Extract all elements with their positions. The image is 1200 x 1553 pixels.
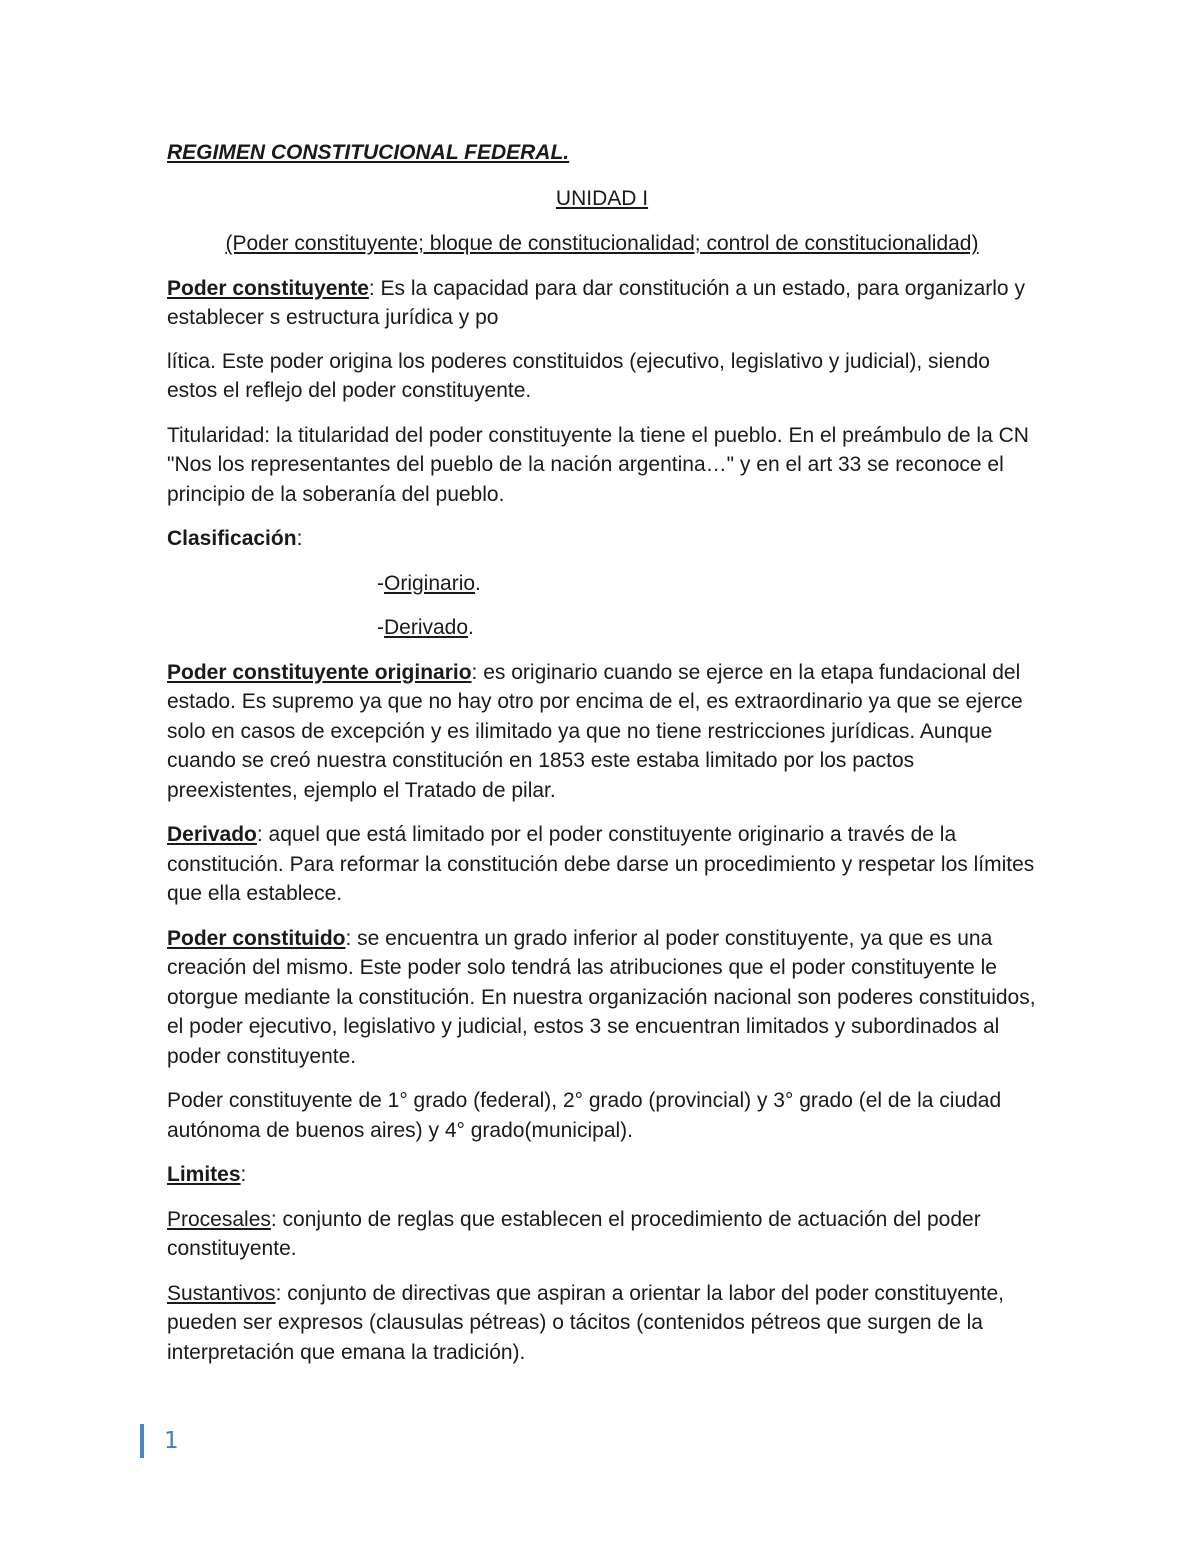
heading-limites [167, 1160, 1037, 1190]
list-item-label: Derivado [384, 616, 469, 639]
term-poder-constituyente-originario: Poder constituyente originario [167, 660, 472, 684]
heading-clasificacion [167, 524, 1037, 554]
unit-title: UNIDAD I [555, 186, 649, 210]
paragraph-poder-constituido [167, 924, 1037, 1072]
list-item-end: . [475, 571, 481, 595]
term-sustantivos: Sustantivos [167, 1281, 276, 1305]
document-title: REGIMEN CONSTITUCIONAL FEDERAL. [167, 141, 570, 164]
list-dash: - [377, 616, 384, 639]
paragraph-procesales [167, 1205, 1037, 1264]
list-item-originario [167, 569, 1037, 599]
paragraph-poder-constituyente [167, 274, 1037, 333]
paragraph-text: : conjunto de reglas que establecen el procedimiento de actuación del poder constituyente. [167, 1207, 981, 1260]
paragraph-derivado [167, 820, 1037, 909]
term-derivado: Derivado [167, 823, 257, 846]
list-item-derivado [167, 613, 1037, 643]
unit-subtitle: (Poder constituyente; bloque de constitucionalidad; control de constitucionalidad) [225, 232, 979, 255]
footer-accent-bar [140, 1424, 144, 1458]
paragraph-sustantivos [167, 1279, 1037, 1368]
term-poder-constituyente: Poder constituyente [167, 276, 369, 300]
paragraph-text: : Es la capacidad para dar constitución a un estado, para organizarlo y establecer s estructura jurídica y po [167, 276, 1025, 329]
page-number: 1 [164, 1428, 179, 1454]
document-body [167, 138, 1037, 1382]
paragraph-titularidad: Titularidad: la titularidad del poder constituyente la tiene el pueblo. En el preámbulo de la CN "Nos los representantes del pueblo de la nación argentina…" y en el art 33 se reconoce el principio de la soberanía del pueblo. [167, 423, 1029, 506]
paragraph-text: : aquel que está limitado por el poder constituyente originario a través de la constitución. Para reformar la constitución debe darse un procedimiento y respetar los límites que ella establece. [167, 823, 1035, 905]
paragraph-grados: Poder constituyente de 1° grado (federal), 2° grado (provincial) y 3° grado (el de la ciudad autónoma de buenos aires) y 4° grado(municipal). [167, 1089, 1002, 1142]
paragraph-text: : conjunto de directivas que aspiran a orientar la labor del poder constituyente, pueden ser expresos (clausulas pétreas) o tácitos (contenidos pétreos que surgen de la interpretación que emana la tradición). [167, 1281, 1005, 1364]
list-item-end: . [468, 616, 474, 639]
term-clasificacion: Clasificación [167, 527, 297, 550]
clasificacion-colon: : [296, 527, 303, 550]
term-limites: Limites [167, 1163, 241, 1186]
paragraph-text: : es originario cuando se ejerce en la etapa fundacional del estado. Es supremo ya que no hay otro por encima de el, es extraordinario ya que se ejerce solo en casos de excepción y es ilimitado ya que no tiene restricciones jurídicas. Aunque cuando se creó nuestra constitución en 1853 este estaba limitado por los pactos preexistentes, ejemplo el Tratado de pilar. [167, 660, 1023, 802]
list-dash: - [377, 571, 384, 595]
limites-colon: : [240, 1163, 247, 1186]
paragraph-politica: lítica. Este poder origina los poderes constituidos (ejecutivo, legislativo y judicial), siendo estos el reflejo del poder constituyente. [167, 349, 990, 402]
term-poder-constituido: Poder constituido [167, 926, 346, 950]
paragraph-originario [167, 658, 1037, 806]
term-procesales: Procesales [167, 1207, 271, 1231]
list-item-label: Originario [384, 571, 476, 595]
page-footer [140, 1424, 179, 1458]
paragraph-text: : se encuentra un grado inferior al poder constituyente, ya que es una creación del mismo. Este poder solo tendrá las atribuciones que el poder constituyente le otorgue mediante la constitución. En nuestra organización nacional son poderes constituidos, el poder ejecutivo, legislativo y judicial, estos 3 se encuentran limitados y subordinados al poder constituyente. [167, 926, 1036, 1068]
